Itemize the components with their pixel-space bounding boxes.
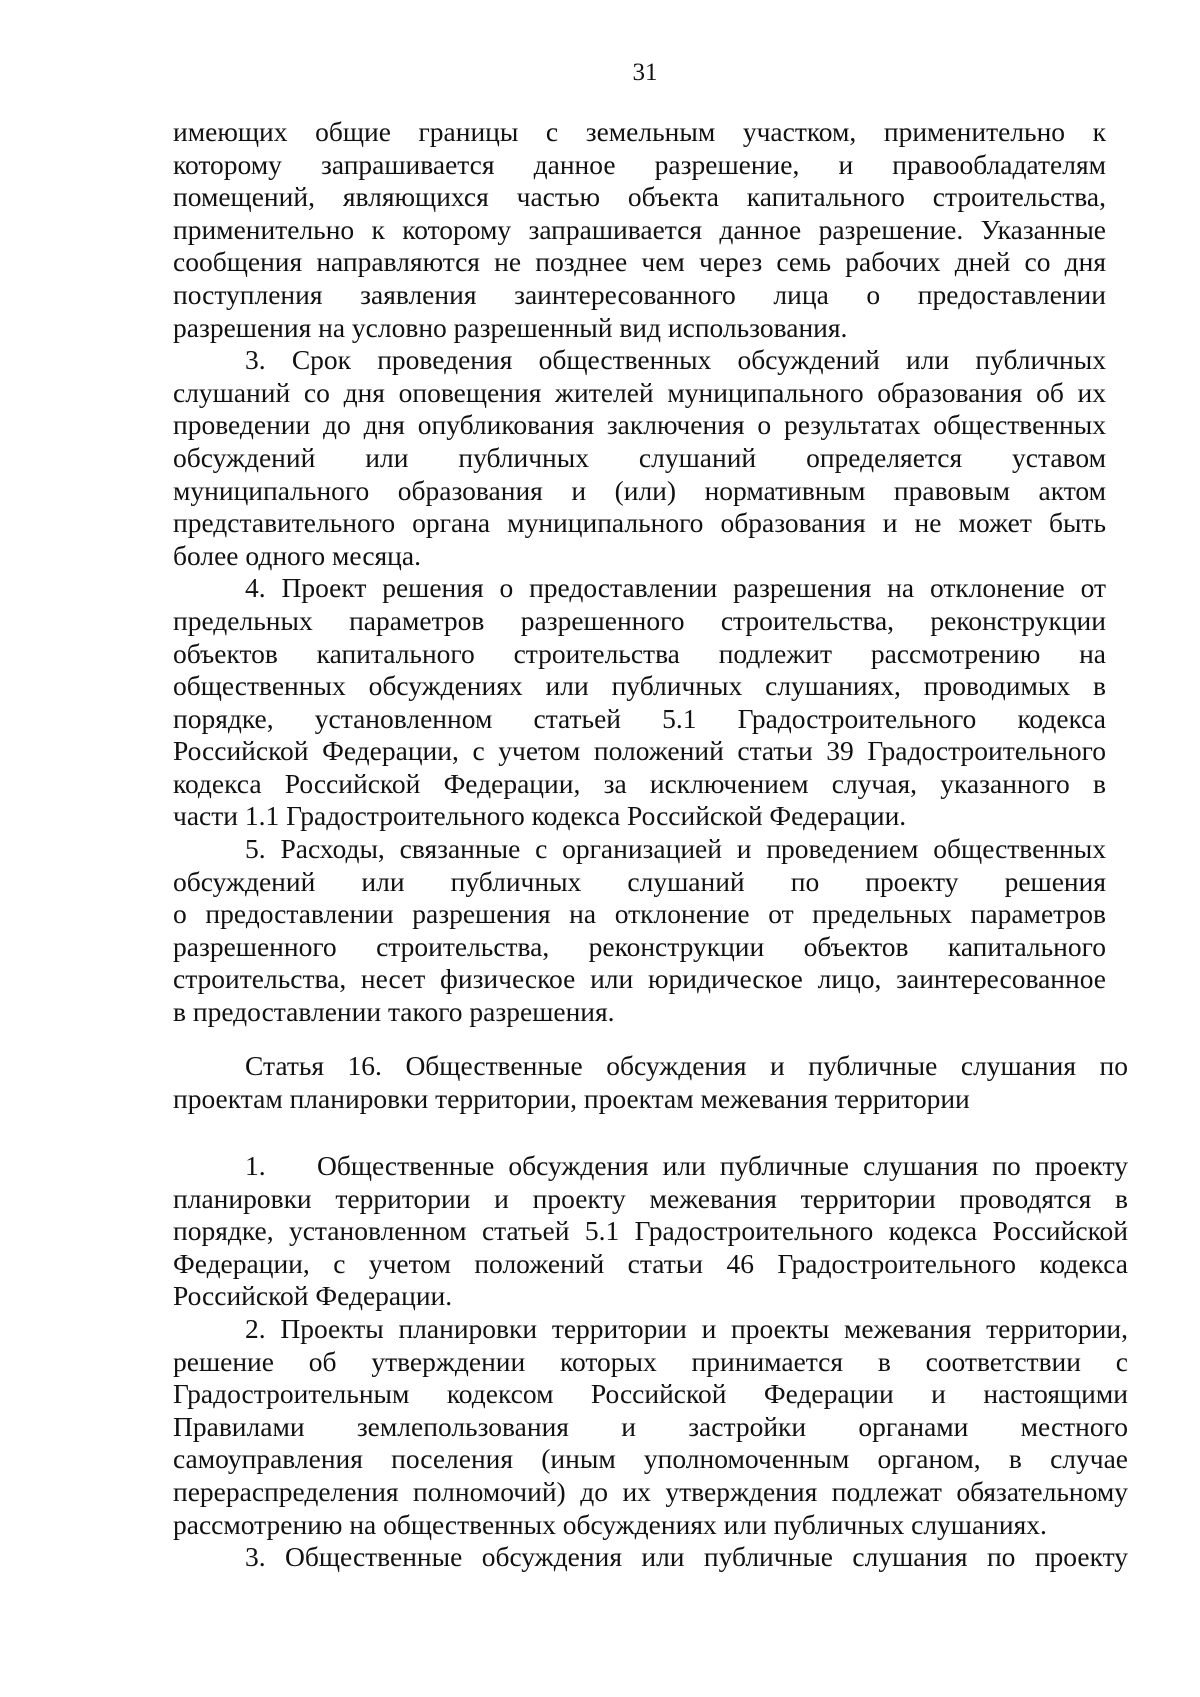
- text-line: самоуправления поселения (иным уполномоченным органом, в случае: [173, 1443, 1128, 1475]
- text-line: муниципального образования и (или) нормативным правовым актом: [173, 474, 1106, 506]
- text-line: решение об утверждении которых принимается в соответствии с: [173, 1345, 1128, 1377]
- text-line: сообщения направляются не позднее чем через семь рабочих дней со дня: [173, 246, 1106, 278]
- paragraph: [173, 344, 1106, 572]
- text-block-continuation: [173, 116, 1106, 1029]
- text-line: объектов капитального строительства подлежит рассмотрению на: [173, 637, 1106, 669]
- page-number: 31: [632, 59, 658, 86]
- text-line-content: Общественные обсуждения или публичные слушания по проекту: [317, 1150, 1128, 1181]
- text-line: [173, 1150, 1128, 1183]
- text-line: Градостроительным кодексом Российской Федерации и настоящими: [173, 1378, 1128, 1410]
- paragraph: [173, 572, 1106, 833]
- text-line: в предоставлении такого разрешения.: [173, 996, 615, 1028]
- text-line: кодекса Российской Федерации, за исключением случая, указанного в: [173, 767, 1106, 799]
- text-line: 3. Срок проведения общественных обсуждений или публичных: [245, 344, 1106, 376]
- text-line: разрешенного строительства, реконструкции объектов капитального: [173, 930, 1106, 962]
- paragraph: [173, 1541, 1128, 1574]
- text-line: проведении до дня опубликования заключения о результатах общественных: [173, 409, 1106, 441]
- text-line: перераспределения полномочий) до их утверждения подлежат обязательному: [173, 1475, 1128, 1507]
- text-line: Правилами землепользования и застройки органами местного: [173, 1410, 1128, 1442]
- text-line: обсуждений или публичных слушаний определяется уставом: [173, 441, 1106, 473]
- text-line: более одного месяца.: [173, 539, 421, 571]
- paragraph: [173, 116, 1106, 344]
- article-16-body: [173, 1150, 1128, 1574]
- text-line: представительного органа муниципального образования и не может быть: [173, 507, 1106, 539]
- text-line: планировки территории и проекту межевания территории проводятся в: [173, 1182, 1128, 1214]
- text-line: строительства, несет физическое или юридическое лицо, заинтересованное: [173, 963, 1106, 995]
- paragraph: [173, 1150, 1128, 1313]
- text-line: 2. Проекты планировки территории и проекты межевания территории,: [245, 1312, 1128, 1344]
- paragraph: [173, 1313, 1128, 1541]
- text-line: помещений, являющихся частью объекта капитального строительства,: [173, 181, 1106, 213]
- text-line: порядке, установленном статьей 5.1 Градостроительного кодекса: [173, 702, 1106, 734]
- text-line: поступления заявления заинтересованного лица о предоставлении: [173, 278, 1106, 310]
- text-line: применительно к которому запрашивается данное разрешение. Указанные: [173, 213, 1106, 245]
- text-line: общественных обсуждениях или публичных слушаниях, проводимых в: [173, 670, 1106, 702]
- text-line: порядке, установленном статьей 5.1 Градостроительного кодекса Российской: [173, 1215, 1128, 1247]
- text-line: имеющих общие границы с земельным участком, применительно к: [173, 116, 1106, 147]
- text-line: разрешения на условно разрешенный вид использования.: [173, 311, 848, 343]
- text-line: предельных параметров разрешенного строительства, реконструкции: [173, 604, 1106, 636]
- text-line: Российской Федерации, с учетом положений статьи 39 Градостроительного: [173, 735, 1106, 767]
- text-line: части 1.1 Градостроительного кодекса Российской Федерации.: [173, 800, 907, 832]
- text-line: Федерации, с учетом положений статьи 46 Градостроительного кодекса: [173, 1247, 1128, 1279]
- text-line: 3. Общественные обсуждения или публичные слушания по проекту: [245, 1541, 1128, 1573]
- text-line: которому запрашивается данное разрешение, и правообладателям: [173, 148, 1106, 180]
- paragraph: [173, 833, 1106, 1029]
- text-line: 5. Расходы, связанные с организацией и проведением общественных: [245, 833, 1106, 865]
- heading-line: проектам планировки территории, проектам межевания территории: [173, 1082, 970, 1114]
- text-line: о предоставлении разрешения на отклонение от предельных параметров: [173, 898, 1106, 930]
- heading-line: Статья 16. Общественные обсуждения и публичные слушания по: [245, 1050, 1128, 1081]
- text-line: 4. Проект решения о предоставлении разрешения на отклонение от: [245, 572, 1106, 604]
- item-number: 1.: [245, 1150, 266, 1181]
- text-line: рассмотрению на общественных обсуждениях или публичных слушаниях.: [173, 1508, 1047, 1540]
- text-line: Российской Федерации.: [173, 1280, 453, 1312]
- text-line: обсуждений или публичных слушаний по проекту решения: [173, 865, 1106, 897]
- article-16-heading: [173, 1050, 1128, 1115]
- text-line: слушаний со дня оповещения жителей муниципального образования об их: [173, 376, 1106, 408]
